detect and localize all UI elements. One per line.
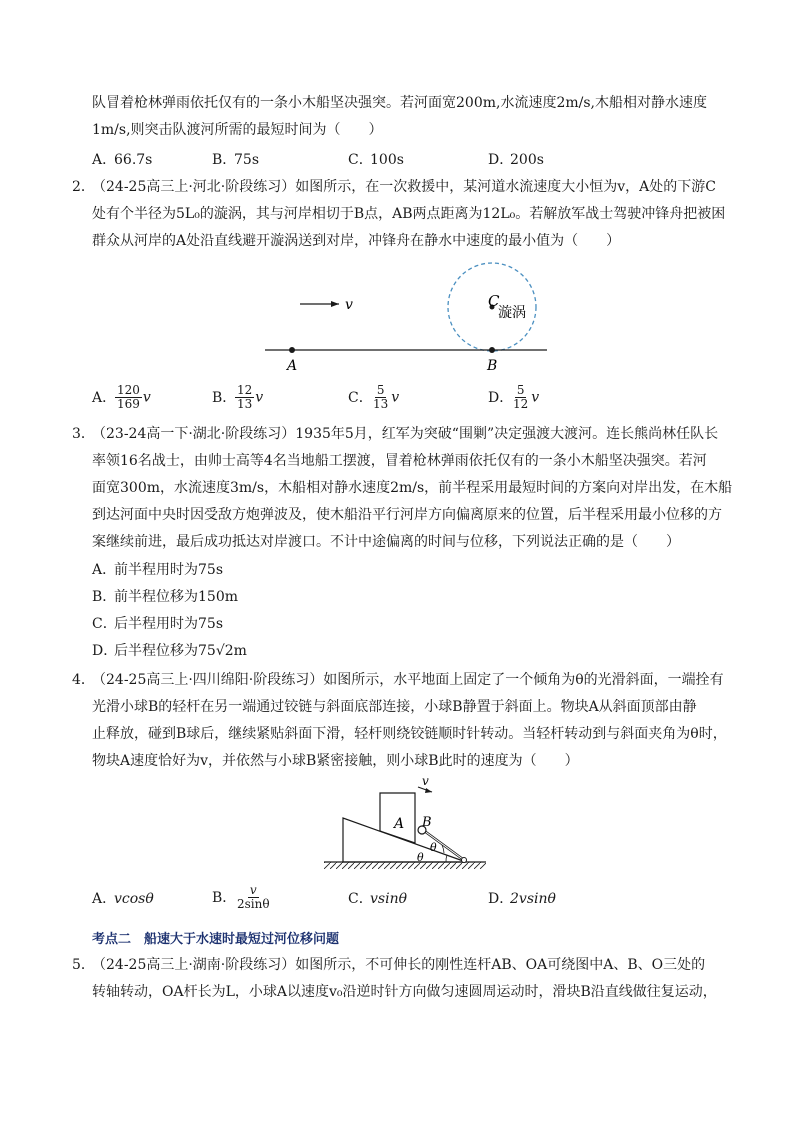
q1-option-c: C．100s bbox=[348, 152, 404, 168]
q2-figure bbox=[255, 262, 555, 374]
q3-option-a: A．前半程用时为75s bbox=[92, 562, 223, 578]
angle-arc-lower bbox=[446, 855, 447, 862]
flow-arrow-head bbox=[331, 301, 339, 307]
label-a: A bbox=[287, 358, 298, 374]
label-a: A bbox=[394, 816, 405, 832]
q4-stem bbox=[92, 667, 727, 775]
q4-line-3: 止释放，碰到B球后，继续紧贴斜面下滑，轻杆则绕铰链顺时针转动。当轻杆转动到与斜面夹角为θ时， bbox=[92, 726, 727, 742]
label-v: v bbox=[422, 774, 429, 788]
q5-line-2: 转轴转动，OA杆长为L，小球A以速度v₀沿逆时针方向做匀速圆周运动时，滑块B沿直线做往复运动， bbox=[92, 984, 717, 1000]
label-b: B bbox=[487, 358, 498, 374]
q3-option-b: B．前半程位移为150m bbox=[92, 589, 238, 605]
q3-line-5: 案继续前进，最后成功抵达对岸渡口。不计中途偏离的时间与位移，下列说法正确的是（ ） bbox=[92, 534, 680, 550]
q2-line-3: 群众从河岸的A处沿直线避开漩涡送到对岸，冲锋舟在静水中速度的最小值为（ ） bbox=[92, 233, 621, 249]
q4-line-1: （24-25高三上·四川绵阳·阶段练习）如图所示，水平地面上固定了一个倾角为θ的光滑斜面，一端拴有 bbox=[92, 672, 724, 688]
q3-option-c: C．后半程用时为75s bbox=[92, 616, 223, 632]
q1-option-b: B．75s bbox=[212, 152, 259, 168]
point-b bbox=[489, 347, 495, 353]
label-theta-lower: θ bbox=[417, 851, 424, 864]
section-heading: 考点二 船速大于水速时最短过河位移问题 bbox=[92, 932, 340, 947]
label-c: C bbox=[488, 292, 500, 310]
q3-line-3: 面宽300m，水流速度3m/s，木船相对静水速度2m/s，前半程采用最短时间的方案向对岸出发，在木船 bbox=[92, 480, 733, 496]
q4-option-a: A．vcosθ bbox=[92, 891, 154, 907]
q2-option-b: B． $\frac{12}{13}$ v bbox=[212, 383, 264, 411]
ground-hatch bbox=[324, 862, 486, 869]
q4-option-b: B． $\frac{v}{2\sin\theta}$ bbox=[212, 883, 270, 911]
q2-option-a: A． $\frac{120}{169}$ v bbox=[92, 383, 151, 411]
q2-line-2: 处有个半径为5L₀的漩涡，其与河岸相切于B点，AB两点距离为12L₀。若解放军战士驾驶冲锋舟把被困 bbox=[92, 206, 726, 222]
label-theta-upper: θ bbox=[430, 841, 437, 854]
q5-stem bbox=[92, 952, 717, 1006]
q5-number: 5． bbox=[72, 957, 95, 973]
q1-line-2: 1m/s,则突击队渡河所需的最短时间为（ ） bbox=[92, 122, 383, 138]
point-a bbox=[289, 347, 295, 353]
q4-option-c: C．vsinθ bbox=[348, 891, 408, 907]
q3-line-2: 率领16名战士，由帅士高等4名当地船工摆渡，冒着枪林弹雨依托仅有的一条小木船坚决强突。若河 bbox=[92, 453, 707, 469]
q3-stem bbox=[92, 421, 733, 556]
label-vortex: 漩涡 bbox=[498, 305, 526, 321]
q2-line-1: （24-25高三上·河北·阶段练习）如图所示，在一次救援中，某河道水流速度大小恒为v，A处的下游C bbox=[92, 179, 716, 195]
q3-number: 3． bbox=[72, 426, 95, 442]
label-v: v bbox=[345, 297, 353, 313]
label-b: B bbox=[422, 815, 432, 830]
q1-line-1: 队冒着枪林弹雨依托仅有的一条小木船坚决强突。若河面宽200m,水流速度2m/s,木船相对静水速度 bbox=[92, 95, 707, 111]
q1-stem bbox=[92, 90, 712, 144]
q4-option-d: D．2vsinθ bbox=[488, 891, 556, 907]
q3-line-4: 到达河面中央时因受敌方炮弹波及，使木船沿平行河岸方向偏离原来的位置，后半程采用最小位移的方 bbox=[92, 507, 722, 523]
q2-option-c: C． $\frac{5}{13}$ v bbox=[348, 383, 400, 411]
q1-option-a: A．66.7s bbox=[92, 152, 153, 168]
q2-number: 2． bbox=[72, 179, 95, 195]
q3-line-1: （23-24高一下·湖北·阶段练习）1935年5月，红军为突破“围剿”决定强渡大渡河。连长熊尚林任队长 bbox=[92, 426, 719, 442]
q2-stem bbox=[92, 174, 726, 255]
q3-option-d: D．后半程位移为75√2m bbox=[92, 643, 247, 659]
velocity-arrow-head bbox=[425, 788, 432, 793]
q2-option-d: D． $\frac{5}{12}$ v bbox=[488, 383, 540, 411]
q4-figure bbox=[318, 773, 493, 873]
q4-line-4: 物块A速度恰好为v，并依然与小球B紧密接触，则小球B此时的速度为（ ） bbox=[92, 753, 579, 769]
q4-line-2: 光滑小球B的轻杆在另一端通过铰链与斜面底部连接，小球B静置于斜面上。物块A从斜面顶部由静 bbox=[92, 699, 697, 715]
q4-number: 4． bbox=[72, 672, 95, 688]
hinge bbox=[462, 858, 467, 863]
q5-line-1: （24-25高三上·湖南·阶段练习）如图所示，不可伸长的刚性连杆AB、OA可绕图中A、B、O三处的 bbox=[92, 957, 706, 973]
q1-option-d: D．200s bbox=[488, 152, 544, 168]
